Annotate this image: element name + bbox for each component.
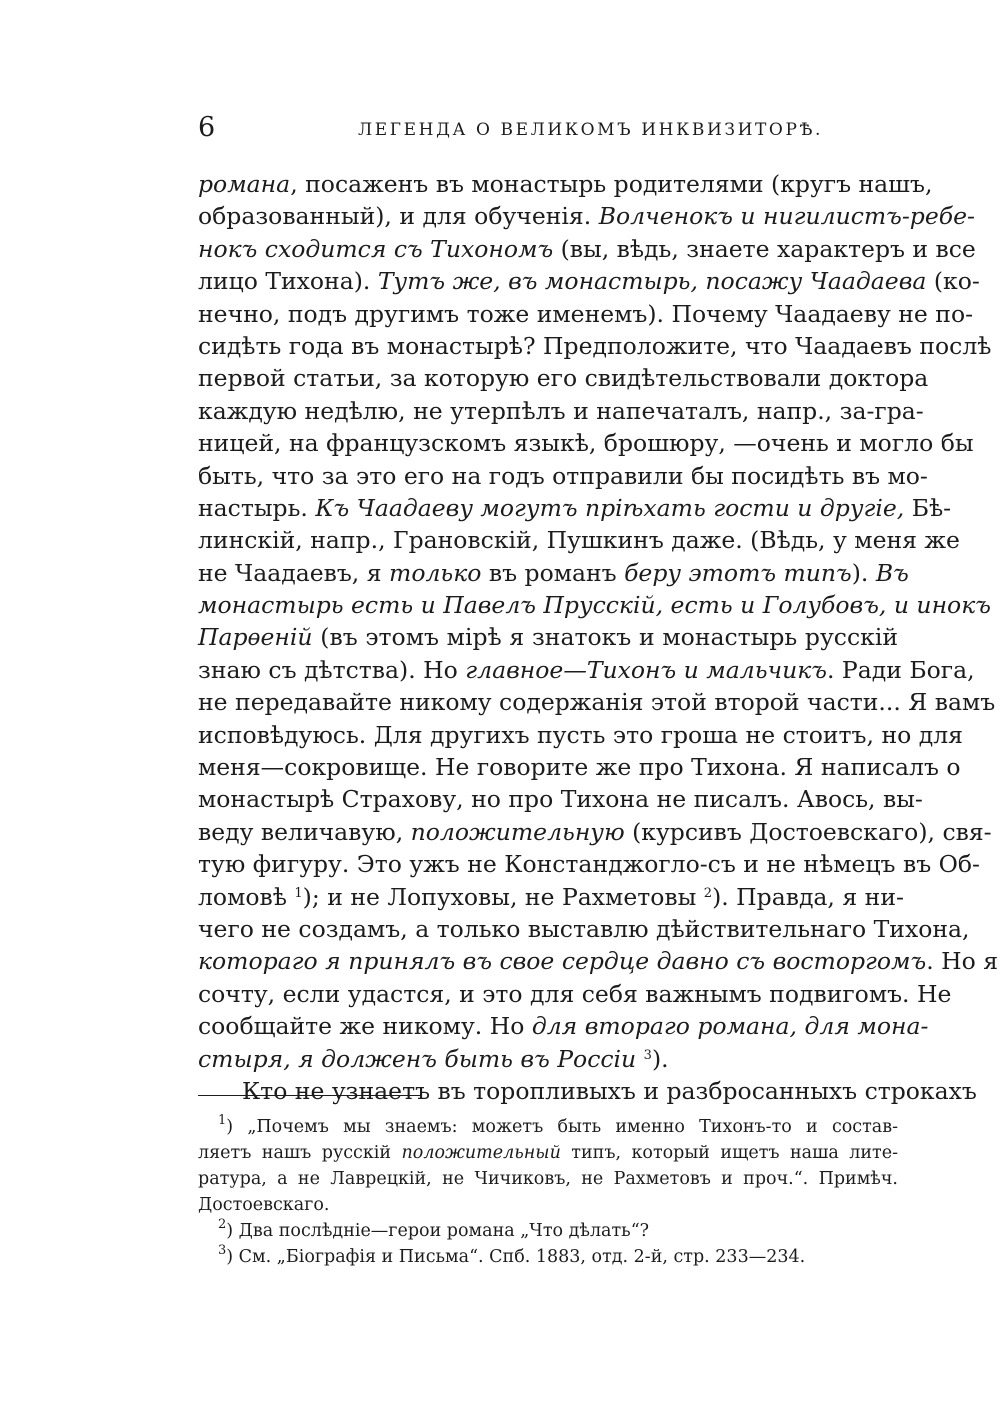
text-run: сидѣть года въ монастырѣ? Предположите, что Чаадаевъ послѣ	[198, 331, 992, 360]
text-run: ); и не Лопуховы, не Рахметовы	[302, 882, 704, 911]
text-run: тую фигуру. Это ужъ не Констанджогло-съ и не нѣмецъ въ Об-	[198, 850, 980, 879]
text-run: не передавайте никому содержанія этой второй части... Я вамъ	[198, 688, 996, 717]
text-line	[198, 589, 991, 621]
text-run: настырь.	[198, 493, 316, 522]
text-line	[198, 783, 923, 815]
text-line	[198, 1010, 929, 1042]
text-line	[198, 265, 980, 297]
text-run: сообщайте же никому. Но	[198, 1012, 532, 1041]
text-run: исповѣдуюсь. Для другихъ пусть это гроша не стоитъ, но для	[198, 720, 963, 749]
text-run: типъ, который ищетъ наша лите-	[560, 1143, 898, 1163]
text-run: знаю съ дѣтства). Но	[198, 655, 466, 684]
text-run: романа	[198, 170, 291, 198]
text-run: лицо Тихона).	[198, 267, 378, 296]
text-run: Парѳеній	[198, 623, 313, 652]
text-run: сочту, если удастся, и это для себя важнымъ подвигомъ. Не	[198, 979, 952, 1008]
footnote-line	[198, 1114, 898, 1140]
text-run: каждую недѣлю, не утерпѣлъ и напечаталъ, напр., за-гра-	[198, 396, 924, 425]
text-run: первой статьи, за которую его свидѣтельствовали доктора	[198, 364, 929, 393]
text-line	[198, 945, 999, 977]
text-run: не Чаадаевъ, я	[198, 558, 390, 587]
text-run: (вы, вѣдь, знаете характеръ и все	[553, 234, 976, 263]
footnote-ref: 1	[218, 1113, 227, 1128]
text-line	[198, 686, 996, 718]
text-run: беру этотъ типъ	[624, 558, 852, 587]
body-text	[198, 168, 999, 1107]
text-line	[198, 1043, 898, 1075]
text-run: ницей, на французскомъ языкѣ, брошюру, —очень и могло бы	[198, 429, 974, 458]
text-run: (въ этомъ мірѣ я знатокъ и монастырь русскій	[312, 623, 898, 652]
footnote-ref: 3	[218, 1243, 227, 1258]
text-line	[198, 298, 974, 330]
text-line	[198, 881, 904, 913]
text-run: Достоевскаго.	[198, 1195, 330, 1215]
text-run: положительную	[410, 817, 625, 846]
footnote-line	[198, 1192, 898, 1218]
text-line	[198, 557, 909, 589]
text-run: главное—Тихонъ и мальчикъ	[465, 655, 827, 684]
footnote-ref: 1	[294, 885, 303, 901]
text-line	[198, 816, 992, 848]
footnote-ref: 2	[218, 1217, 227, 1232]
text-line	[198, 395, 924, 427]
text-run: Къ Чаадаеву могутъ пріѣхать гости и другіе,	[315, 493, 905, 522]
text-run: (курсивъ Достоевскаго), свя-	[624, 817, 992, 846]
footnote-separator	[198, 1095, 420, 1096]
text-line	[198, 460, 928, 492]
text-line	[198, 168, 933, 200]
text-run: Бѣ-	[904, 493, 952, 522]
text-run: котораго я принялъ въ свое сердце давно съ восторгомъ	[198, 947, 927, 976]
text-run: . Ради Бога,	[826, 655, 975, 684]
page-number: 6	[198, 112, 216, 143]
text-run: для втораго романа, для мона-	[531, 1012, 929, 1041]
running-title: ЛЕГЕНДА О ВЕЛИКОМЪ ИНКВИЗИТОРѢ.	[358, 120, 824, 140]
text-line	[198, 427, 974, 459]
text-line	[198, 200, 975, 232]
text-run: (ко-	[926, 267, 980, 296]
text-run: въ романъ	[481, 558, 625, 587]
text-run	[636, 1045, 643, 1073]
text-run: ) „Почемъ мы знаемъ: можетъ быть именно Тихонъ-то и состав-	[226, 1117, 898, 1137]
text-line	[198, 362, 929, 394]
text-line	[198, 848, 980, 880]
text-run: стыря, я долженъ быть въ Россіи	[198, 1044, 637, 1073]
footnote-ref: 3	[643, 1047, 652, 1063]
text-run: , посаженъ въ монастырь родителями (кругъ нашъ,	[290, 170, 933, 198]
text-line	[198, 492, 952, 524]
text-run: ломовѣ	[198, 882, 295, 911]
text-run: ).	[851, 558, 876, 587]
footnote-line	[198, 1244, 898, 1270]
text-run: Кто не узнаетъ въ торопливыхъ и разбросанныхъ строкахъ	[242, 1076, 977, 1105]
text-run: Тутъ же, въ монастырь, посажу Чаадаева	[377, 267, 927, 296]
footnote-1	[198, 1114, 898, 1218]
text-line	[198, 978, 952, 1010]
text-run: Волченокъ и нигилистъ-ребе-	[598, 202, 975, 231]
text-line	[198, 1075, 977, 1107]
footnote-2	[198, 1218, 898, 1244]
text-run: ).	[651, 1044, 669, 1073]
text-line	[198, 654, 975, 686]
text-line	[198, 233, 976, 265]
text-run: ратура, а не Лаврецкій, не Чичиковъ, не Рахметовъ и проч.“. Примѣч.	[198, 1169, 898, 1189]
text-run: ) См. „Біографія и Письма“. Спб. 1883, отд. 2-й, стр. 233—234.	[226, 1247, 806, 1267]
text-run: меня—сокровище. Не говорите же про Тихона. Я написалъ о	[198, 753, 961, 782]
text-run: монастырь есть и Павелъ Прусскій, есть и Голубовъ, и инокъ	[198, 591, 991, 620]
text-run: только	[389, 558, 482, 587]
text-run: Въ	[875, 558, 909, 587]
text-line	[198, 524, 960, 556]
text-run: положительный	[401, 1143, 561, 1163]
text-line	[198, 621, 898, 653]
text-run: . Но я	[926, 947, 999, 976]
text-run: нечно, подъ другимъ тоже именемъ). Почему Чаадаеву не по-	[198, 299, 974, 328]
text-run: образованный), и для обученія.	[198, 202, 599, 231]
text-run: ляетъ нашъ русскій	[198, 1143, 402, 1163]
text-run: монастырѣ Страхову, но про Тихона не писалъ. Авось, вы-	[198, 785, 923, 814]
text-run: чего не создамъ, а только выставлю дѣйствительнаго Тихона,	[198, 914, 970, 943]
text-line	[198, 913, 970, 945]
footnote-line	[198, 1218, 898, 1244]
text-line	[198, 719, 963, 751]
text-run: ). Правда, я ни-	[712, 882, 904, 911]
text-run: быть, что за это его на годъ отправили бы посидѣть въ мо-	[198, 461, 928, 490]
footnote-ref: 2	[703, 885, 713, 901]
text-run: нокъ сходится съ Тихономъ	[198, 234, 554, 263]
page-header	[198, 112, 898, 144]
footnote-line	[198, 1166, 898, 1192]
text-line	[198, 751, 961, 783]
footnote-3	[198, 1244, 898, 1270]
text-line	[198, 330, 992, 362]
footnote-line	[198, 1140, 898, 1166]
text-run: веду величавую,	[198, 817, 411, 846]
text-run: ) Два послѣдніе—герои романа „Что дѣлать“?	[226, 1221, 650, 1241]
text-run: линскій, напр., Грановскій, Пушкинъ даже. (Вѣдь, у меня же	[198, 526, 960, 555]
